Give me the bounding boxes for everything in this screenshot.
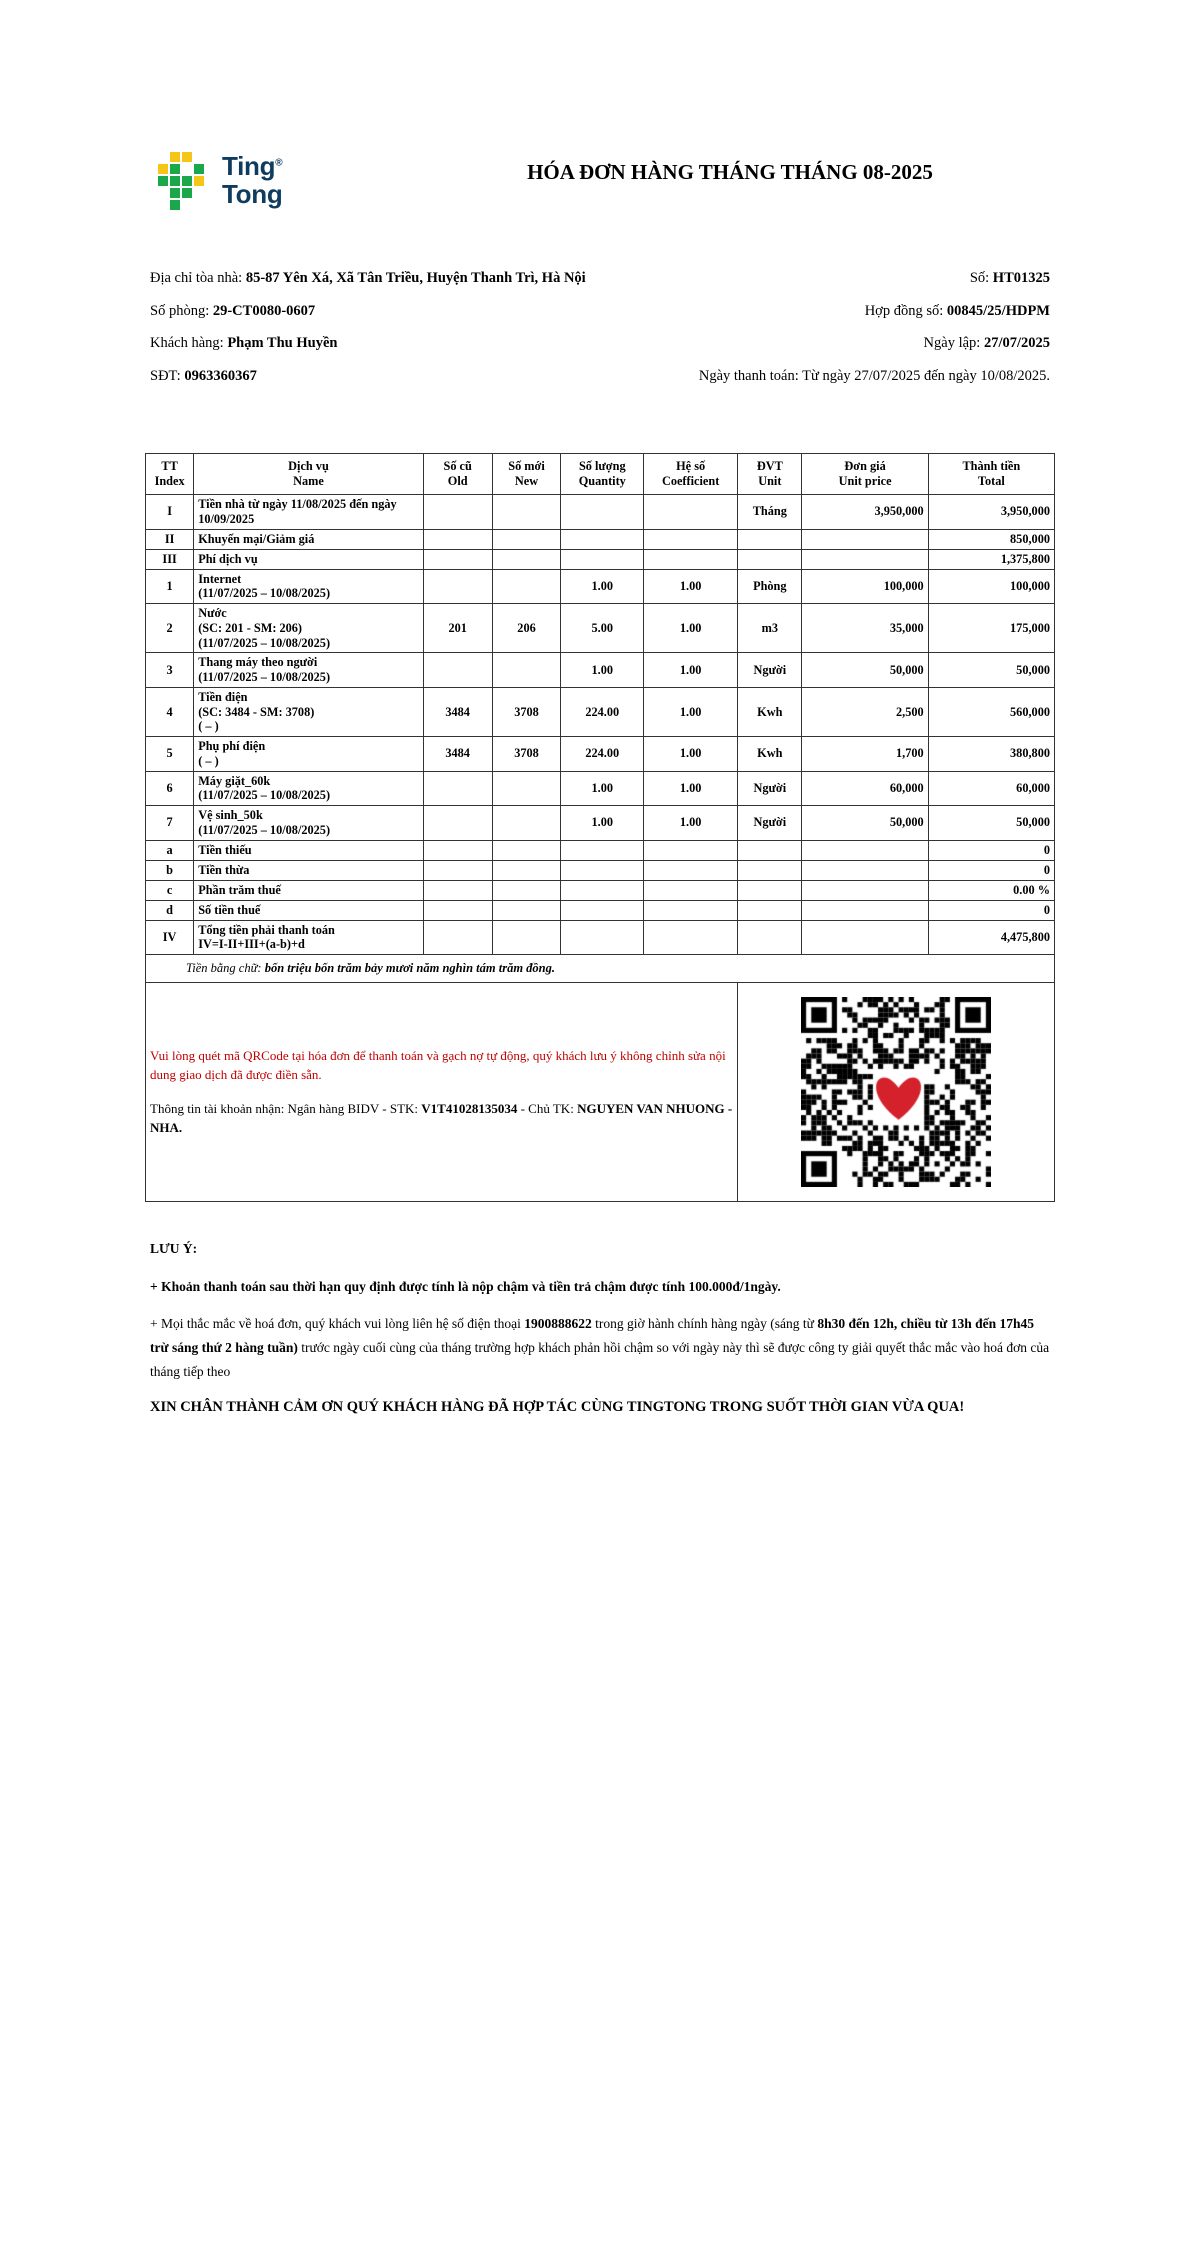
row-service-name: Tiền thiếu — [194, 840, 424, 860]
table-row — [146, 569, 1055, 604]
row-quantity — [561, 860, 644, 880]
row-unit-price — [802, 900, 928, 920]
table-row — [146, 529, 1055, 549]
row-unit-price — [802, 860, 928, 880]
row-new-reading — [492, 529, 561, 549]
row-coefficient — [644, 549, 738, 569]
meta-value: 00845/25/HDPM — [946, 302, 1050, 319]
table-row — [146, 920, 1055, 955]
note1-text: + Khoản thanh toán sau thời hạn quy định được tính là nộp chậm và tiền trả chậm được tính — [150, 1278, 686, 1294]
col-old: Số cũ Old — [423, 453, 492, 495]
row-unit: Kwh — [738, 687, 802, 736]
row-new-reading — [492, 920, 561, 955]
row-total: 50,000 — [928, 653, 1054, 688]
tingtong-logo-icon — [150, 150, 212, 212]
row-total: 4,475,800 — [928, 920, 1054, 955]
row-unit-price: 100,000 — [802, 569, 928, 604]
note2-part3: trước ngày cuối cùng của tháng trường hợp khách phản hồi chậm so với ngày này thì sẽ được công ty giải quyết thắc mắc vào hoá đơn của tháng tiếp theo — [150, 1340, 1050, 1379]
row-unit-price: 50,000 — [802, 653, 928, 688]
brand-wordmark — [222, 153, 282, 208]
row-quantity: 5.00 — [561, 604, 644, 653]
row-quantity — [561, 900, 644, 920]
bank-account-owner: NGUYEN VAN NHUONG - NHA. — [150, 1100, 733, 1136]
notes-title: LƯU Ý: — [150, 1241, 198, 1257]
footer-notes — [0, 1202, 1200, 1419]
table-row — [146, 880, 1055, 900]
row-new-reading — [492, 569, 561, 604]
row-old-reading — [423, 860, 492, 880]
row-unit — [738, 860, 802, 880]
meta-label: Khách hàng: — [150, 335, 224, 352]
row-unit-price — [802, 840, 928, 860]
row-quantity: 224.00 — [561, 687, 644, 736]
row-quantity — [561, 920, 644, 955]
support-phone: 1900888622 — [524, 1316, 592, 1332]
row-index: 4 — [146, 687, 194, 736]
meta-value: Từ ngày 27/07/2025 đến ngày 10/08/2025. — [802, 367, 1050, 384]
amount-in-words-value: bốn triệu bốn trăm bảy mươi năm nghìn tám trăm đồng. — [264, 961, 555, 976]
invoice-meta — [0, 212, 1200, 393]
meta-value: 85-87 Yên Xá, Xã Tân Triều, Huyện Thanh Trì, Hà Nội — [245, 270, 586, 286]
row-total: 60,000 — [928, 771, 1054, 806]
brand-reg-mark: ® — [275, 157, 283, 169]
row-index: 5 — [146, 737, 194, 772]
row-quantity — [561, 549, 644, 569]
row-service-name: Tổng tiền phải thanh toán IV=I-II+III+(a-b)+d — [194, 920, 424, 955]
meta-value: HT01325 — [992, 270, 1050, 286]
row-unit: Người — [738, 653, 802, 688]
qr-code-icon[interactable] — [801, 997, 991, 1187]
table-row — [146, 604, 1055, 653]
row-coefficient: 1.00 — [644, 653, 738, 688]
amount-in-words-cell — [146, 955, 1055, 983]
meta-contract-number — [618, 295, 1050, 328]
row-total: 1,375,800 — [928, 549, 1054, 569]
row-service-name: Tiền điện (SC: 3484 - SM: 3708) ( – ) — [194, 687, 424, 736]
row-service-name: Phí dịch vụ — [194, 549, 424, 569]
row-service-name: Vệ sinh_50k (11/07/2025 – 10/08/2025) — [194, 806, 424, 841]
row-unit-price: 2,500 — [802, 687, 928, 736]
meta-right-column — [618, 262, 1050, 393]
row-unit — [738, 920, 802, 955]
bank-info-prefix: Thông tin tài khoản nhận: Ngân hàng BIDV - STK: — [150, 1100, 419, 1116]
row-old-reading — [423, 529, 492, 549]
row-coefficient: 1.00 — [644, 604, 738, 653]
row-quantity — [561, 529, 644, 549]
row-index: IV — [146, 920, 194, 955]
table-row — [146, 771, 1055, 806]
row-unit-price: 60,000 — [802, 771, 928, 806]
meta-building-address — [150, 262, 618, 295]
row-unit-price: 35,000 — [802, 604, 928, 653]
col-new: Số mới New — [492, 453, 561, 495]
invoice-table — [145, 453, 1055, 1203]
col-quantity: Số lượng Quantity — [561, 453, 644, 495]
row-unit — [738, 880, 802, 900]
meta-label: Số: — [969, 270, 990, 286]
row-coefficient: 1.00 — [644, 771, 738, 806]
row-service-name: Tiền nhà từ ngày 11/08/2025 đến ngày 10/09/2025 — [194, 495, 424, 530]
row-old-reading: 201 — [423, 604, 492, 653]
row-unit-price: 3,950,000 — [802, 495, 928, 530]
row-total: 0 — [928, 900, 1054, 920]
row-total: 0.00 % — [928, 880, 1054, 900]
row-new-reading: 3708 — [492, 687, 561, 736]
row-unit-price — [802, 529, 928, 549]
row-coefficient — [644, 495, 738, 530]
row-new-reading: 3708 — [492, 737, 561, 772]
note2-part2: trong giờ hành chính hàng ngày (sáng từ — [595, 1316, 814, 1332]
row-new-reading — [492, 806, 561, 841]
table-row — [146, 495, 1055, 530]
col-coefficient: Hệ số Coefficient — [644, 453, 738, 495]
row-old-reading — [423, 549, 492, 569]
bank-account-number: V1T41028135034 — [421, 1100, 518, 1116]
row-coefficient: 1.00 — [644, 806, 738, 841]
thanks-message: XIN CHÂN THÀNH CẢM ƠN QUÝ KHÁCH HÀNG ĐÃ HỢP TÁC CÙNG TINGTONG TRONG SUỐT THỜI GIAN VỪA QUA! — [150, 1399, 965, 1416]
row-total: 560,000 — [928, 687, 1054, 736]
row-service-name: Internet (11/07/2025 – 10/08/2025) — [194, 569, 424, 604]
row-coefficient — [644, 900, 738, 920]
row-coefficient — [644, 920, 738, 955]
meta-room-number — [150, 295, 618, 328]
row-total: 0 — [928, 860, 1054, 880]
bank-info-text — [150, 1099, 733, 1138]
row-service-name: Nước (SC: 201 - SM: 206) (11/07/2025 – 10/08/2025) — [194, 604, 424, 653]
table-row — [146, 549, 1055, 569]
table-row — [146, 840, 1055, 860]
row-service-name: Thang máy theo người (11/07/2025 – 10/08/2025) — [194, 653, 424, 688]
note2-part1: + Mọi thắc mắc về hoá đơn, quý khách vui lòng liên hệ số điện thoại — [150, 1316, 521, 1332]
meta-value: 0963360367 — [184, 367, 257, 384]
table-row — [146, 900, 1055, 920]
meta-payment-period — [618, 360, 1050, 393]
row-coefficient — [644, 880, 738, 900]
row-quantity — [561, 495, 644, 530]
support-hours: 8h30 đến 12h, chiều từ 13h đến 17h45 trừ sáng thứ 2 hàng tuần) — [150, 1316, 1034, 1356]
meta-invoice-number — [618, 262, 1050, 295]
col-index: TT Index — [146, 453, 194, 495]
meta-customer-phone — [150, 360, 618, 393]
row-service-name: Máy giặt_60k (11/07/2025 – 10/08/2025) — [194, 771, 424, 806]
row-index: 7 — [146, 806, 194, 841]
row-old-reading — [423, 569, 492, 604]
row-unit: m3 — [738, 604, 802, 653]
invoice-table-wrapper — [0, 393, 1200, 1203]
row-index: I — [146, 495, 194, 530]
meta-customer-name — [150, 327, 618, 360]
row-unit — [738, 549, 802, 569]
row-coefficient: 1.00 — [644, 569, 738, 604]
row-index: 2 — [146, 604, 194, 653]
note1-amount: 100.000đ/1ngày. — [688, 1278, 781, 1294]
row-new-reading — [492, 653, 561, 688]
row-unit: Phòng — [738, 569, 802, 604]
row-quantity: 1.00 — [561, 653, 644, 688]
row-quantity: 1.00 — [561, 569, 644, 604]
row-coefficient: 1.00 — [644, 737, 738, 772]
row-unit: Kwh — [738, 737, 802, 772]
brand-logo — [150, 140, 380, 212]
row-new-reading — [492, 840, 561, 860]
row-index: a — [146, 840, 194, 860]
row-unit-price: 50,000 — [802, 806, 928, 841]
meta-value: 27/07/2025 — [983, 335, 1050, 352]
row-coefficient — [644, 529, 738, 549]
row-unit: Tháng — [738, 495, 802, 530]
meta-label: Số phòng: — [150, 302, 210, 319]
row-unit-price — [802, 920, 928, 955]
table-row — [146, 806, 1055, 841]
row-unit-price — [802, 549, 928, 569]
meta-label: SĐT: — [150, 367, 181, 384]
row-index: d — [146, 900, 194, 920]
page-title: HÓA ĐƠN HÀNG THÁNG THÁNG 08-2025 — [527, 160, 933, 184]
row-old-reading — [423, 840, 492, 860]
invoice-header — [0, 0, 1200, 212]
row-unit: Người — [738, 771, 802, 806]
row-service-name: Số tiền thuế — [194, 900, 424, 920]
row-unit-price: 1,700 — [802, 737, 928, 772]
row-index: 6 — [146, 771, 194, 806]
row-service-name: Tiền thừa — [194, 860, 424, 880]
row-unit-price — [802, 880, 928, 900]
row-coefficient — [644, 860, 738, 880]
row-total: 100,000 — [928, 569, 1054, 604]
row-old-reading — [423, 806, 492, 841]
row-old-reading — [423, 920, 492, 955]
row-unit — [738, 529, 802, 549]
row-quantity: 224.00 — [561, 737, 644, 772]
table-row — [146, 653, 1055, 688]
row-total: 175,000 — [928, 604, 1054, 653]
meta-left-column — [150, 262, 618, 393]
meta-label: Ngày lập: — [923, 335, 981, 352]
row-old-reading — [423, 880, 492, 900]
row-new-reading — [492, 880, 561, 900]
meta-value: 29-CT0080-0607 — [212, 302, 316, 319]
row-old-reading: 3484 — [423, 687, 492, 736]
row-index: III — [146, 549, 194, 569]
row-new-reading — [492, 900, 561, 920]
amount-in-words-row — [146, 955, 1055, 983]
row-total: 850,000 — [928, 529, 1054, 549]
row-coefficient — [644, 840, 738, 860]
table-row — [146, 737, 1055, 772]
row-index: c — [146, 880, 194, 900]
row-unit — [738, 900, 802, 920]
row-old-reading — [423, 771, 492, 806]
row-total: 380,800 — [928, 737, 1054, 772]
row-index: 1 — [146, 569, 194, 604]
row-index: II — [146, 529, 194, 549]
row-quantity — [561, 840, 644, 860]
row-service-name: Phụ phí điện ( – ) — [194, 737, 424, 772]
col-total: Thành tiền Total — [928, 453, 1054, 495]
row-index: b — [146, 860, 194, 880]
row-total: 0 — [928, 840, 1054, 860]
row-old-reading — [423, 900, 492, 920]
meta-label: Ngày thanh toán: — [698, 367, 799, 384]
row-total: 50,000 — [928, 806, 1054, 841]
row-coefficient: 1.00 — [644, 687, 738, 736]
col-unit-price: Đơn giá Unit price — [802, 453, 928, 495]
row-old-reading — [423, 653, 492, 688]
qr-code-cell — [738, 983, 1055, 1202]
note-support-contact — [150, 1312, 1050, 1383]
row-total: 3,950,000 — [928, 495, 1054, 530]
row-new-reading — [492, 771, 561, 806]
row-old-reading — [423, 495, 492, 530]
row-new-reading: 206 — [492, 604, 561, 653]
meta-label: Địa chỉ tòa nhà: — [150, 270, 243, 286]
table-body — [146, 495, 1055, 955]
row-index: 3 — [146, 653, 194, 688]
row-unit — [738, 840, 802, 860]
amount-in-words-label: Tiền bằng chữ: — [186, 961, 262, 976]
row-quantity: 1.00 — [561, 771, 644, 806]
row-quantity — [561, 880, 644, 900]
meta-label: Hợp đồng số: — [864, 302, 944, 319]
row-service-name: Phần trăm thuế — [194, 880, 424, 900]
row-old-reading: 3484 — [423, 737, 492, 772]
brand-name-line2: Tong — [222, 179, 283, 209]
row-quantity: 1.00 — [561, 806, 644, 841]
bank-info-mid: - Chủ TK: — [520, 1100, 574, 1116]
col-unit: ĐVT Unit — [738, 453, 802, 495]
row-new-reading — [492, 549, 561, 569]
meta-value: Phạm Thu Huyền — [227, 335, 338, 352]
meta-issue-date — [618, 327, 1050, 360]
qr-notice-text: Vui lòng quét mã QRCode tại hóa đơn để thanh toán và gạch nợ tự động, quý khách lưu ý không chỉnh sửa nội dung giao dịch đã được điền sẵn. — [150, 1047, 726, 1082]
col-name: Dịch vụ Name — [194, 453, 424, 495]
table-header-row — [146, 453, 1055, 495]
row-service-name: Khuyến mại/Giảm giá — [194, 529, 424, 549]
notice-cell — [146, 983, 738, 1202]
table-footer-body — [146, 955, 1055, 1202]
table-row — [146, 687, 1055, 736]
qr-canvas — [801, 997, 991, 1187]
row-unit: Người — [738, 806, 802, 841]
row-new-reading — [492, 860, 561, 880]
row-new-reading — [492, 495, 561, 530]
notice-row — [146, 983, 1055, 1202]
brand-name-line1: Ting — [222, 151, 276, 182]
table-row — [146, 860, 1055, 880]
note-late-payment — [150, 1275, 1050, 1299]
